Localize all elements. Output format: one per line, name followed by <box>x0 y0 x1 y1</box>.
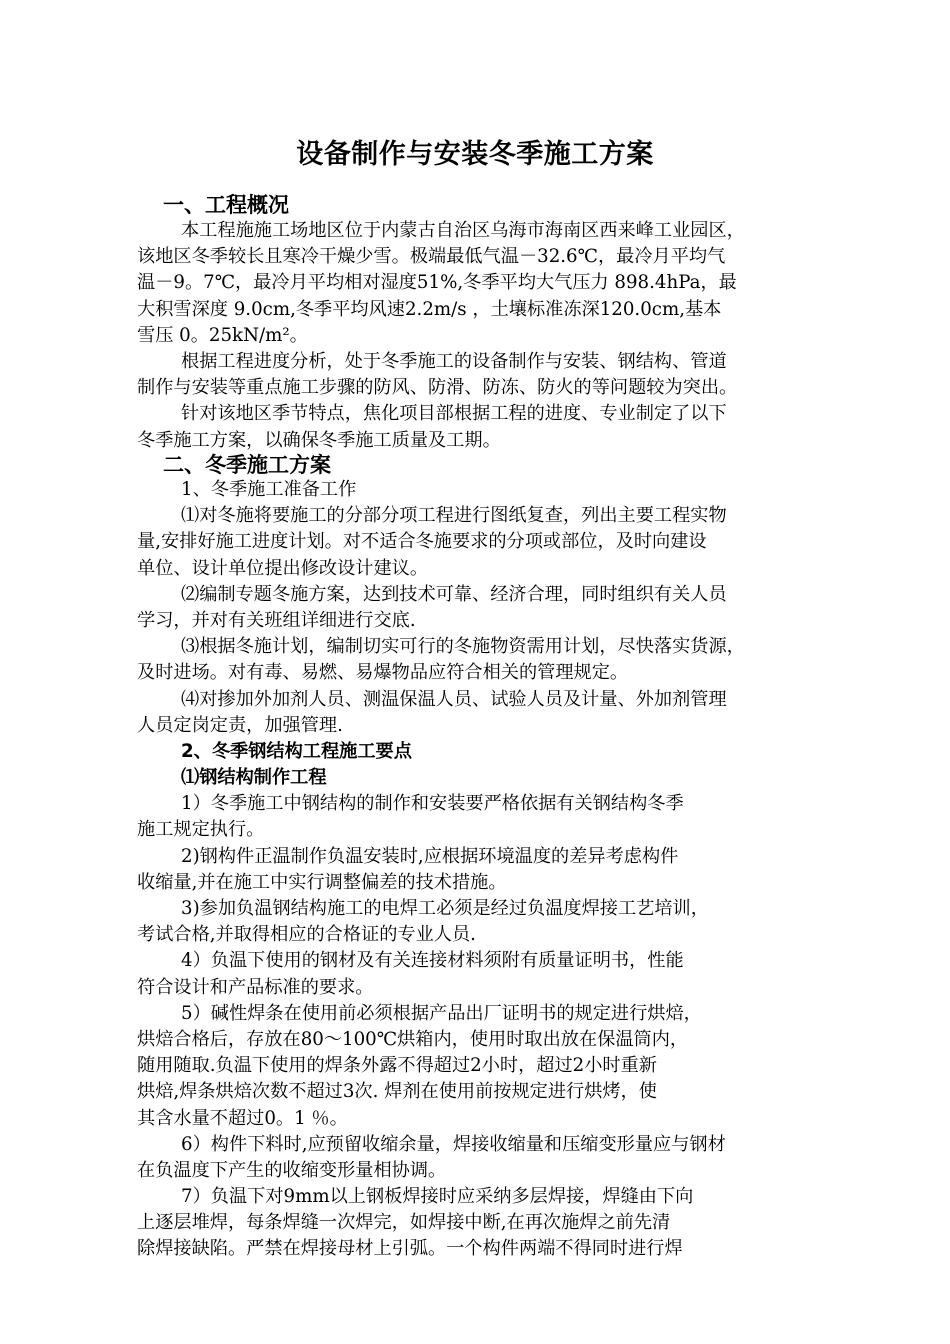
paragraph-line: 随用随取.负温下使用的焊条外露不得超过2小时，超过2小时重新 <box>137 1055 657 1077</box>
paragraph-line: 针对该地区季节特点，焦化项目部根据工程的进度、专业制定了以下 <box>181 403 727 425</box>
paragraph-line: 本工程施施工场地区位于内蒙古自治区乌海市海南区西来峰工业园区， <box>181 220 745 241</box>
section-heading-winter-plan: 二、冬季施工方案 <box>163 453 331 477</box>
paragraph-line: 大积雪深度 9.0cm,冬季平均风速2.2m/s ，土壤标准冻深120.0cm,基本 <box>137 298 722 320</box>
paragraph-line: 4）负温下使用的钢材及有关连接材料须附有质量证明书，性能 <box>181 950 684 972</box>
paragraph-line: 温－9。7℃，最冷月平均相对湿度51%,冬季平均大气压力 898.4hPa，最 <box>137 272 737 294</box>
paragraph-line: 除焊接缺陷。严禁在焊接母材上引弧。一个构件两端不得同时进行焊 <box>137 1238 683 1260</box>
paragraph-line: 在负温度下产生的收缩变形量相协调。 <box>137 1159 447 1181</box>
paragraph-line: 烘焙合格后，存放在80～100℃烘箱内，使用时取出放在保温筒内， <box>137 1028 689 1050</box>
paragraph-line: 考试合格,并取得相应的合格证的专业人员. <box>137 924 476 946</box>
paragraph-line: 根据工程进度分析，处于冬季施工的设备制作与安装、钢结构、管道 <box>181 350 727 372</box>
paragraph-line: 收缩量,并在施工中实行调整偏差的技术措施。 <box>137 871 507 893</box>
paragraph-line: 上逐层堆焊，每条焊缝一次焊完，如焊接中断,在再次施焊之前先清 <box>137 1212 671 1234</box>
paragraph-line: 单位、设计单位提出修改设计建议。 <box>137 557 429 579</box>
paragraph-line: 7）负温下对9mm以上钢板焊接时应采纳多层焊接，焊缝由下向 <box>181 1186 694 1208</box>
paragraph-line: ⑴对冬施将要施工的分部分项工程进行图纸复查，列出主要工程实物 <box>181 505 727 527</box>
paragraph-line: 符合设计和产品标准的要求。 <box>137 976 374 998</box>
paragraph-line: 制作与安装等重点施工步骤的防风、防滑、防冻、防火的等问题较为突出。 <box>137 377 738 399</box>
paragraph-line: 其含水量不超过0。1 ％。 <box>137 1107 348 1129</box>
paragraph-line: 该地区冬季较长且寒冷干燥少雪。极端最低气温－32.6℃，最冷月平均气 <box>137 246 726 268</box>
paragraph-line: ⑶根据冬施计划，编制切实可行的冬施物资需用计划，尽快落实货源， <box>181 636 745 658</box>
paragraph-line: 5）碱性焊条在使用前必须根据产品出厂证明书的规定进行烘焙， <box>181 1002 702 1024</box>
subheading-line: 1、冬季施工准备工作 <box>181 479 357 500</box>
section-overview-body <box>137 218 872 454</box>
paragraph-line: 及时进场。对有毒、易燃、易爆物品应符合相关的管理规定。 <box>137 662 629 684</box>
subheading-line: ⑴钢结构制作工程 <box>181 767 327 789</box>
paragraph-line: 烘焙,焊条烘焙次数不超过3次. 焊剂在使用前按规定进行烘烤，使 <box>137 1081 657 1103</box>
paragraph-line: ⑵编制专题冬施方案，达到技术可靠、经济合理，同时组织有关人员 <box>181 583 727 605</box>
section-winter-plan-body <box>137 477 872 1263</box>
paragraph-line: 雪压 0。25kN/m²。 <box>137 324 308 346</box>
paragraph-line: 1）冬季施工中钢结构的制作和安装要严格依据有关钢结构冬季 <box>181 793 684 815</box>
paragraph-line: 3)参加负温钢结构施工的电焊工必须是经过负温度焊接工艺培训， <box>181 898 709 919</box>
paragraph-line: 施工规定执行。 <box>137 819 265 841</box>
paragraph-line: 学习，并对有关班组详细进行交底. <box>137 609 416 631</box>
subheading-line: 2、冬季钢结构工程施工要点 <box>181 740 412 762</box>
paragraph-line: ⑷对掺加外加剂人员、测温保温人员、试验人员及计量、外加剂管理 <box>181 688 727 710</box>
paragraph-line: 量,安排好施工进度计划。对不适合冬施要求的分项或部位，及时向建设 <box>137 531 707 553</box>
paragraph-line: 6）构件下料时,应预留收缩余量，焊接收缩量和压缩变形量应与钢材 <box>181 1133 726 1155</box>
paragraph-line: 2)钢构件正温制作负温安装时,应根据环境温度的差异考虑构件 <box>181 845 679 867</box>
section-heading-overview: 一、工程概况 <box>163 193 289 217</box>
paragraph-line: 人员定岗定责，加强管理. <box>137 714 343 736</box>
paragraph-line: 冬季施工方案，以确保冬季施工质量及工期。 <box>137 429 501 451</box>
document-title: 设备制作与安装冬季施工方案 <box>296 139 654 170</box>
